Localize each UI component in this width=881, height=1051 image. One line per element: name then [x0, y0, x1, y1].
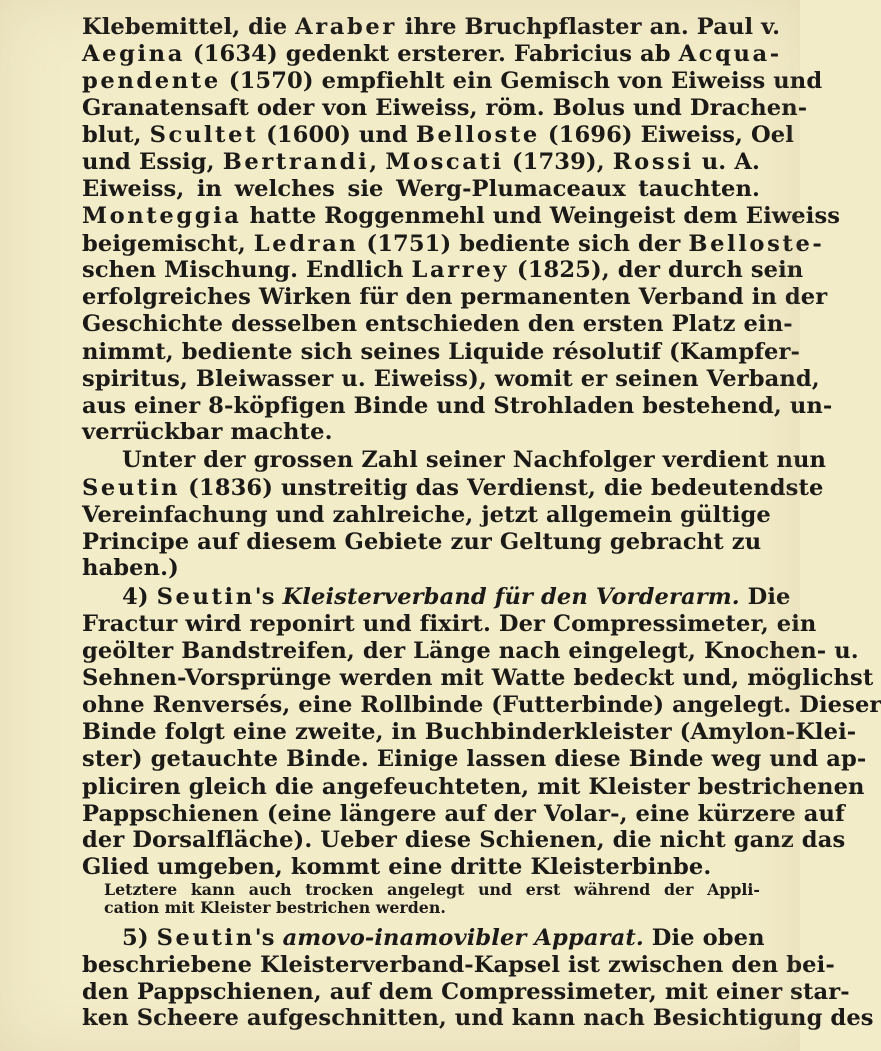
- text-line-14: spiritus, Bleiwasser u. Eiweiss), womit er seinen Verband,: [82, 366, 820, 392]
- text-line-21: haben.): [82, 555, 179, 581]
- text-line-35: 5) Seutin's amovo-inamovibler Apparat. Die oben: [122, 925, 765, 951]
- text-line-3: pendente (1570) empfiehlt ein Gemisch von Eiweiss und: [82, 68, 823, 94]
- text-line-31: der Dorsalfläche). Ueber diese Schienen, die nicht ganz das: [82, 827, 846, 853]
- text-line-6: und Essig, Bertrandi, Moscati (1739), Rossi u. A.: [82, 149, 760, 175]
- text-line-7: Eiweiss, in welches sie Werg-Plumaceaux tauchten.: [82, 176, 760, 202]
- text-line-16: verrückbar machte.: [82, 419, 333, 445]
- text-line-17: Unter der grossen Zahl seiner Nachfolger verdient nun: [122, 447, 827, 473]
- text-line-32: Glied umgeben, kommt eine dritte Kleisterbinbe.: [82, 854, 712, 880]
- text-line-15: aus einer 8-köpfigen Binde und Strohladen bestehend, un-: [82, 393, 833, 419]
- text-line-29: pliciren gleich die angefeuchteten, mit Kleister bestrichenen: [82, 774, 865, 800]
- text-line-36: beschriebene Kleisterverband-Kapsel ist zwischen den bei-: [82, 952, 835, 978]
- text-line-33: Letztere kann auch trocken angelegt und erst während der Appli-: [104, 880, 760, 899]
- text-line-5: blut, Scultet (1600) und Belloste (1696) Eiweiss, Oel: [82, 122, 794, 148]
- text-line-22: 4) Seutin's Kleisterverband für den Vorderarm. Die: [122, 584, 791, 610]
- text-line-11: erfolgreiches Wirken für den permanenten Verband in der: [82, 284, 828, 310]
- text-line-2: Aegina (1634) gedenkt ersterer. Fabricius ab Acqua-: [82, 41, 782, 67]
- text-line-37: den Pappschienen, auf dem Compressimeter, mit einer star-: [82, 979, 850, 1005]
- text-line-19: Vereinfachung und zahlreiche, jetzt allgemein gültige: [82, 502, 771, 528]
- text-line-25: Sehnen-Vorsprünge werden mit Watte bedeckt und, möglichst: [82, 665, 874, 691]
- text-line-4: Granatensaft oder von Eiweiss, röm. Bolus und Drachen-: [82, 95, 808, 121]
- text-line-34: cation mit Kleister bestrichen werden.: [104, 898, 446, 917]
- text-line-10: schen Mischung. Endlich Larrey (1825), der durch sein: [82, 257, 804, 283]
- text-line-26: ohne Renversés, eine Rollbinde (Futterbinde) angelegt. Dieser: [82, 692, 881, 718]
- text-line-8: Monteggia hatte Roggenmehl und Weingeist dem Eiweiss: [82, 203, 841, 229]
- text-line-23: Fractur wird reponirt und fixirt. Der Compressimeter, ein: [82, 611, 817, 637]
- text-line-30: Pappschienen (eine längere auf der Volar-, eine kürzere auf: [82, 801, 845, 827]
- text-line-27: Binde folgt eine zweite, in Buchbinderkleister (Amylon-Klei-: [82, 719, 857, 745]
- text-line-13: nimmt, bediente sich seines Liquide résolutif (Kampfer-: [82, 339, 800, 365]
- text-line-28: ster) getauchte Binde. Einige lassen diese Binde weg und ap-: [82, 746, 867, 772]
- text-line-9: beigemischt, Ledran (1751) bediente sich der Belloste-: [82, 231, 822, 257]
- text-line-18: Seutin (1836) unstreitig das Verdienst, die bedeutendste: [82, 475, 824, 501]
- text-line-24: geölter Bandstreifen, der Länge nach eingelegt, Knochen- u.: [82, 638, 859, 664]
- text-line-1: Klebemittel, die Araber ihre Bruchpflaster an. Paul v.: [82, 14, 781, 40]
- text-line-38: ken Scheere aufgeschnitten, und kann nach Besichtigung des: [82, 1005, 874, 1031]
- text-line-12: Geschichte desselben entschieden den ersten Platz ein-: [82, 311, 793, 337]
- text-line-20: Principe auf diesem Gebiete zur Geltung gebracht zu: [82, 529, 762, 555]
